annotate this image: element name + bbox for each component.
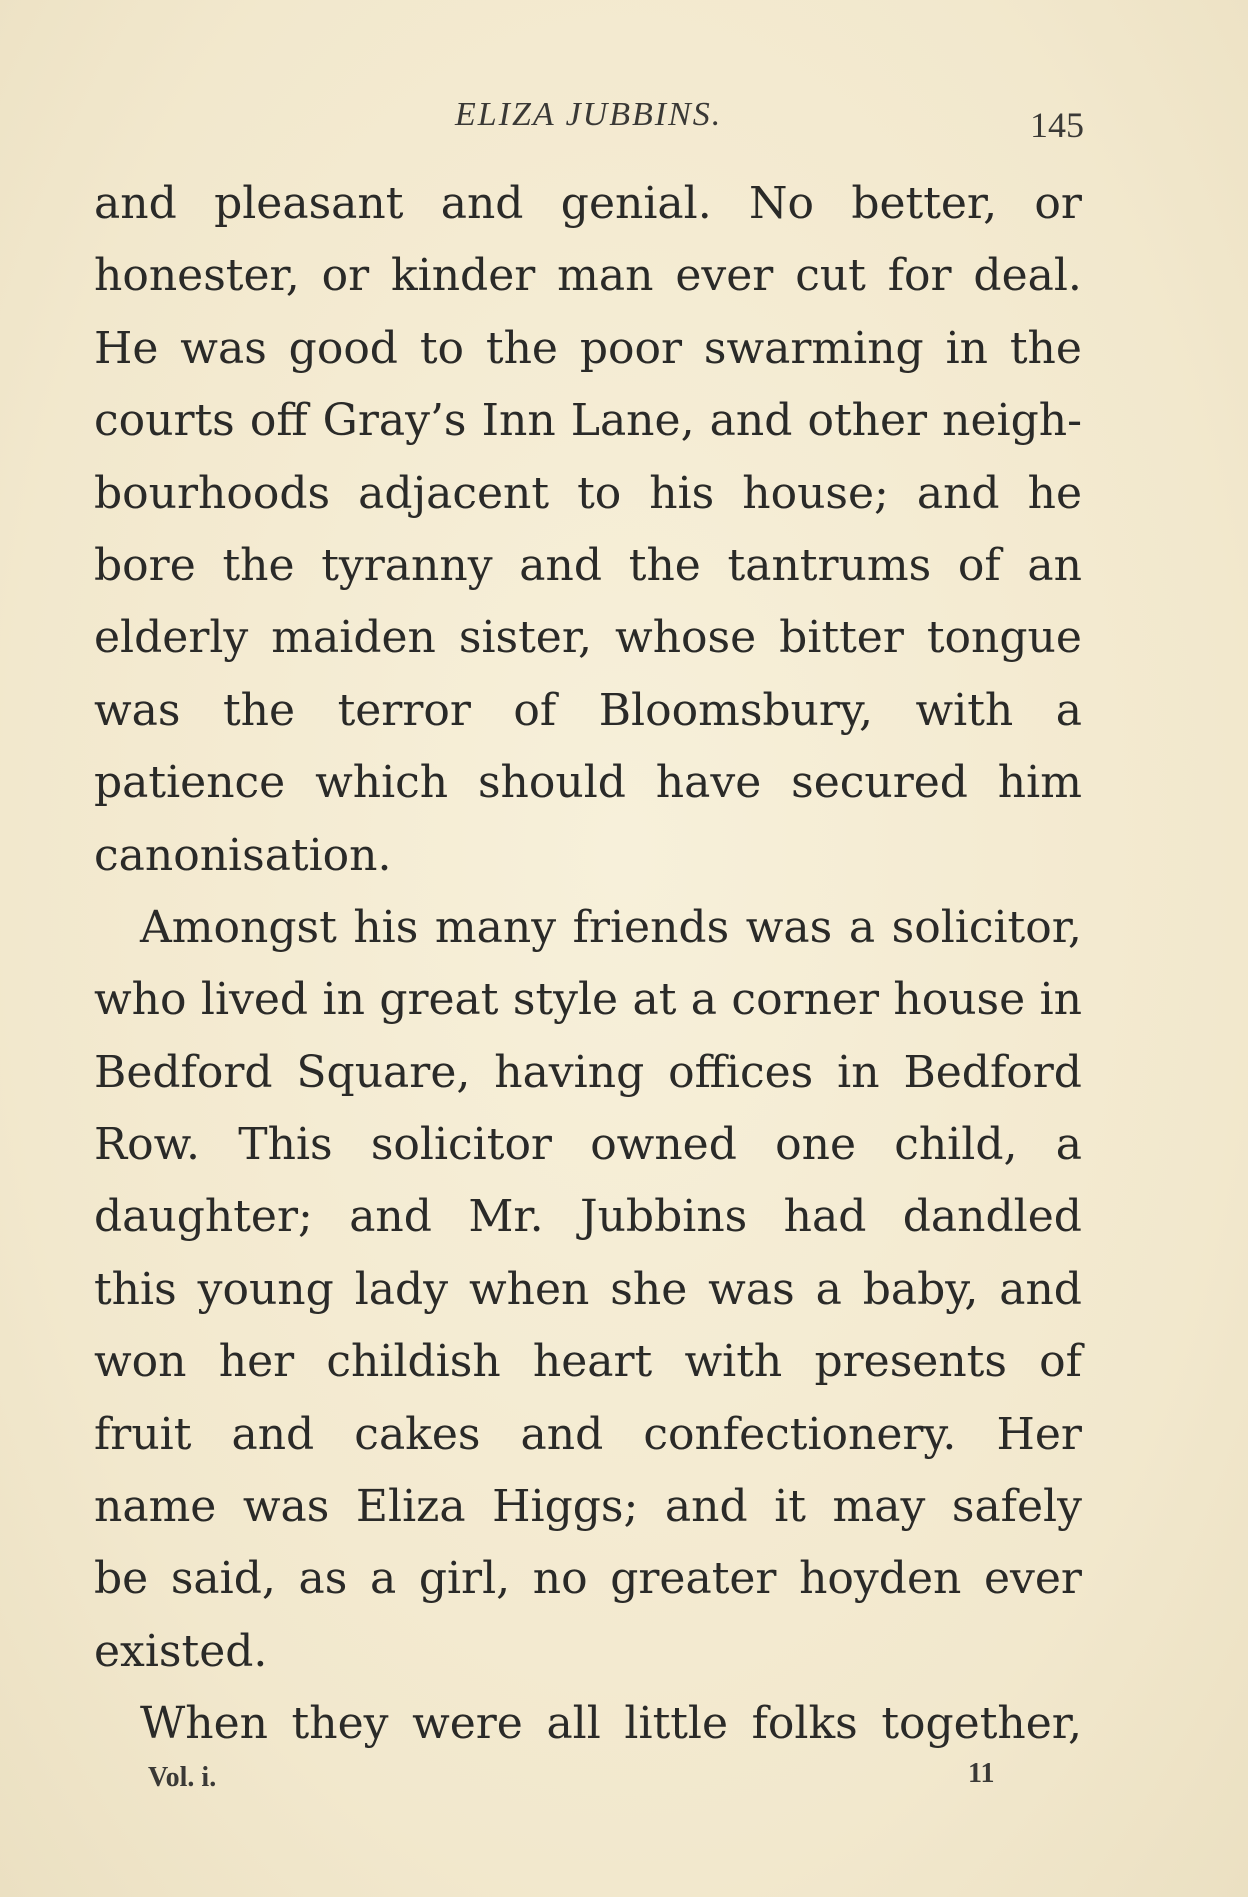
word: maiden xyxy=(271,612,436,664)
word: great xyxy=(379,974,499,1026)
word: of xyxy=(1039,1336,1082,1388)
word: ever xyxy=(675,250,774,302)
word: baby, xyxy=(862,1263,979,1315)
word: tantrums xyxy=(727,539,932,591)
text-line xyxy=(94,892,1082,964)
word: corner xyxy=(731,974,879,1026)
word: an xyxy=(1027,539,1082,591)
word: Bedford xyxy=(903,1046,1082,1098)
word: in xyxy=(1039,974,1082,1026)
word: kinder xyxy=(390,250,536,302)
word: and xyxy=(519,539,603,591)
word: of xyxy=(957,539,1001,591)
word: poor xyxy=(579,322,683,374)
word: his xyxy=(353,901,419,953)
word: friends xyxy=(572,901,730,953)
word: to xyxy=(419,322,465,374)
word: and xyxy=(231,1408,315,1460)
word: cut xyxy=(795,250,866,302)
text-line xyxy=(94,1688,1082,1760)
word: no xyxy=(532,1553,588,1605)
word: and xyxy=(664,1481,748,1533)
word: his xyxy=(649,467,715,519)
word: was xyxy=(242,1481,330,1533)
text-line xyxy=(94,1616,1082,1688)
word: together, xyxy=(881,1698,1082,1750)
text-line xyxy=(94,1326,1082,1398)
word: said, xyxy=(170,1553,276,1605)
signature-mark: 11 xyxy=(968,1758,995,1789)
word: He xyxy=(94,322,159,374)
word: good xyxy=(288,322,398,374)
word: and xyxy=(916,467,1000,519)
word: little xyxy=(624,1698,729,1750)
text-line xyxy=(94,385,1082,457)
text-line xyxy=(94,1543,1082,1615)
text-line xyxy=(94,1037,1082,1109)
word: was xyxy=(708,1263,795,1315)
word: to xyxy=(577,467,622,519)
text-line xyxy=(94,602,1082,674)
word: heart xyxy=(532,1336,653,1388)
word: ever xyxy=(983,1553,1082,1605)
text-line xyxy=(94,747,1082,819)
text-line xyxy=(94,458,1082,530)
page-footer xyxy=(0,1758,1248,1802)
word: one xyxy=(775,1119,856,1171)
word: safely xyxy=(951,1481,1082,1533)
word: with xyxy=(915,684,1014,736)
word: No xyxy=(749,178,814,229)
text-line xyxy=(94,1471,1082,1543)
word: adjacent xyxy=(358,467,550,519)
text-line xyxy=(94,820,1082,892)
running-title: ELIZA JUBBINS. xyxy=(455,96,723,133)
word: should xyxy=(477,757,626,809)
word: genial. xyxy=(560,178,712,229)
word: at xyxy=(632,974,677,1026)
word: a xyxy=(1055,1119,1082,1171)
word: This xyxy=(238,1119,333,1171)
word: tongue xyxy=(926,612,1082,664)
word: when xyxy=(468,1263,590,1315)
word: sister, xyxy=(458,612,593,664)
word: won xyxy=(94,1336,187,1388)
word: bourhoods xyxy=(94,467,331,519)
word: a xyxy=(369,1553,397,1605)
word: have xyxy=(655,757,762,809)
word: they xyxy=(291,1698,389,1750)
text-line xyxy=(94,168,1082,240)
word: and xyxy=(440,178,524,229)
word: many xyxy=(434,901,557,953)
word: owned xyxy=(590,1119,737,1171)
word: honester, xyxy=(94,250,300,302)
word: house; xyxy=(742,467,889,519)
word: and xyxy=(94,178,177,229)
word: was xyxy=(94,684,181,736)
word: off xyxy=(249,395,308,447)
word: Square, xyxy=(296,1046,471,1098)
word: secured xyxy=(791,757,968,809)
word: presents xyxy=(814,1336,1007,1388)
text-line xyxy=(94,240,1082,312)
word: as xyxy=(298,1553,348,1605)
word: a xyxy=(848,901,876,953)
word: Inn xyxy=(481,395,556,447)
word: the xyxy=(223,684,296,736)
word: a xyxy=(1055,684,1082,736)
word: Amongst xyxy=(140,901,337,953)
word: child, xyxy=(894,1119,1018,1171)
word: the xyxy=(628,539,701,591)
word: were xyxy=(412,1698,523,1750)
word: was xyxy=(745,901,833,953)
word: dandled xyxy=(902,1191,1082,1243)
text-line xyxy=(94,313,1082,385)
word: Bedford xyxy=(94,1046,273,1098)
word: may xyxy=(832,1481,926,1533)
word: hoyden xyxy=(799,1553,962,1605)
word: offices xyxy=(668,1046,814,1098)
body-text xyxy=(94,168,1082,1761)
running-head xyxy=(0,96,1248,145)
word: neigh- xyxy=(942,395,1082,447)
word: greater xyxy=(610,1553,777,1605)
word: she xyxy=(610,1263,688,1315)
word: had xyxy=(783,1191,867,1243)
word: or xyxy=(1034,178,1082,229)
word: he xyxy=(1027,467,1082,519)
word: Gray’s xyxy=(322,395,467,447)
word: and xyxy=(709,395,793,447)
word: swarming xyxy=(703,322,924,374)
word: in xyxy=(837,1046,880,1098)
text-line xyxy=(94,1254,1082,1326)
word: pleasant xyxy=(214,178,404,229)
word: fruit xyxy=(94,1408,192,1460)
word: elderly xyxy=(94,612,249,664)
word: with xyxy=(684,1336,783,1388)
word: tyranny xyxy=(321,539,493,591)
word: Eliza xyxy=(355,1481,466,1533)
word: childish xyxy=(326,1336,501,1388)
text-line xyxy=(94,964,1082,1036)
word: patience xyxy=(94,757,286,809)
word: the xyxy=(1009,322,1082,374)
text-line xyxy=(94,675,1082,747)
word: bitter xyxy=(779,612,904,664)
word: Lane, xyxy=(570,395,695,447)
volume-mark: Vol. i. xyxy=(148,1762,217,1793)
word: Bloomsbury, xyxy=(598,684,873,736)
word: solicitor xyxy=(370,1119,552,1171)
word: When xyxy=(140,1698,268,1750)
word: Higgs; xyxy=(492,1481,639,1533)
word: folks xyxy=(751,1698,858,1750)
word: house xyxy=(893,974,1026,1026)
word: for xyxy=(887,250,952,302)
word: canonisation. xyxy=(94,829,392,881)
word: deal. xyxy=(973,250,1082,302)
word: in xyxy=(322,974,365,1026)
word: the xyxy=(222,539,295,591)
word: and xyxy=(999,1263,1082,1315)
word: lady xyxy=(354,1263,449,1315)
word: it xyxy=(774,1481,806,1533)
word: daughter; xyxy=(94,1191,313,1243)
word: better, xyxy=(851,178,998,229)
word: having xyxy=(494,1046,645,1098)
word: be xyxy=(94,1553,149,1605)
word: and xyxy=(349,1191,432,1243)
word: this xyxy=(94,1263,177,1315)
word: existed. xyxy=(94,1625,268,1677)
word: of xyxy=(513,684,557,736)
word: and xyxy=(520,1408,604,1460)
word: confectionery. xyxy=(643,1408,957,1460)
word: Row. xyxy=(94,1119,201,1171)
word: Mr. xyxy=(468,1191,544,1243)
page-number: 145 xyxy=(1030,105,1084,145)
word: other xyxy=(807,395,928,447)
word: him xyxy=(997,757,1082,809)
word: young xyxy=(197,1263,334,1315)
word: style xyxy=(512,974,619,1026)
word: bore xyxy=(94,539,196,591)
word: terror xyxy=(337,684,471,736)
text-line xyxy=(94,530,1082,602)
word: which xyxy=(315,757,449,809)
word: courts xyxy=(94,395,235,447)
word: her xyxy=(218,1336,295,1388)
word: Her xyxy=(996,1408,1082,1460)
word: who xyxy=(94,974,187,1026)
text-line xyxy=(94,1109,1082,1181)
word: or xyxy=(321,250,370,302)
word: solicitor, xyxy=(891,901,1082,953)
word: girl, xyxy=(418,1553,511,1605)
word: a xyxy=(690,974,718,1026)
word: the xyxy=(485,322,558,374)
word: name xyxy=(94,1481,217,1533)
word: all xyxy=(546,1698,601,1750)
word: cakes xyxy=(354,1408,481,1460)
word: in xyxy=(945,322,988,374)
word: man xyxy=(557,250,654,302)
text-line xyxy=(94,1399,1082,1471)
word: was xyxy=(180,322,267,374)
word: lived xyxy=(200,974,309,1026)
word: Jubbins xyxy=(579,1191,748,1243)
word: whose xyxy=(615,612,757,664)
word: a xyxy=(815,1263,842,1315)
text-line xyxy=(94,1181,1082,1253)
